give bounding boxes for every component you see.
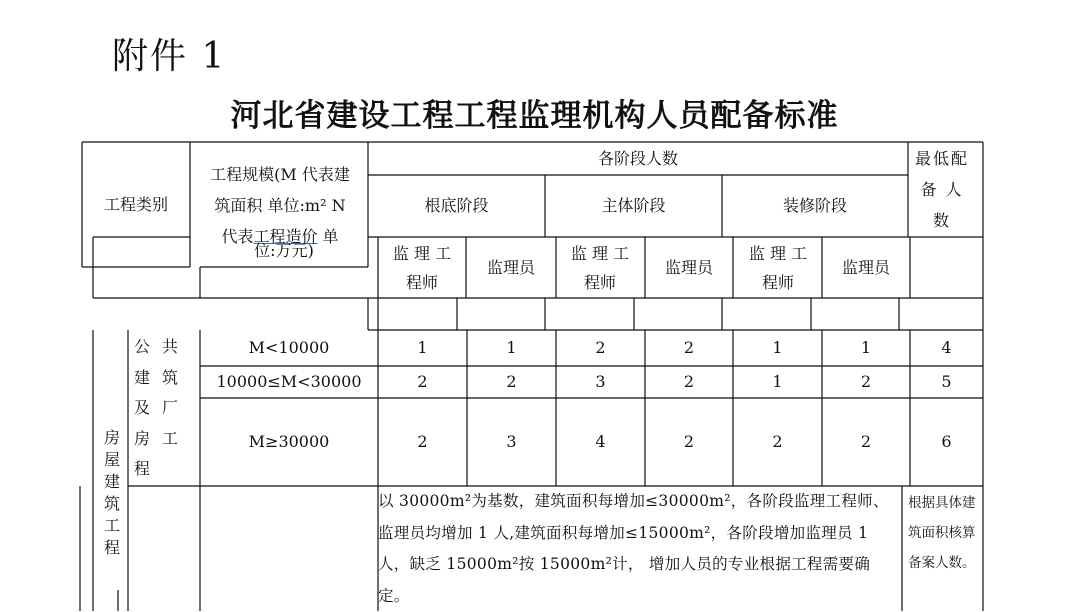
row3-scale: M≥30000	[248, 432, 330, 451]
header-inspector-foundation: 监理员	[486, 257, 535, 277]
row1-cell: 1	[860, 338, 872, 357]
header-inspector-main: 监理员	[664, 257, 713, 277]
row3-cell: 2	[860, 432, 872, 451]
row2-cell: 2	[860, 372, 872, 391]
row1-cell: 1	[417, 338, 428, 357]
row1-cell: 1	[772, 338, 783, 357]
header-engineer-finish: 监 理 工程师	[748, 243, 808, 292]
row1-cell: 4	[941, 338, 952, 357]
row1-cell: 2	[683, 338, 695, 357]
header-stage-finish: 装修阶段	[782, 196, 847, 215]
header-engineer-foundation: 监 理 工程师	[392, 243, 452, 292]
row3-cell: 4	[595, 432, 606, 451]
group-label: 房屋建筑工程	[101, 429, 121, 561]
header-stage-foundation: 根底阶段	[424, 196, 489, 215]
row2-cell: 2	[683, 372, 695, 391]
attachment-label: 附件 1	[112, 36, 227, 77]
header-scale-line4: 位:万元)	[254, 241, 314, 260]
row2-cell: 1	[772, 372, 783, 391]
sub-label: 公共建筑及厂房工程	[134, 337, 191, 478]
row2-cell: 5	[941, 372, 952, 391]
row1-scale: M<10000	[248, 338, 330, 357]
row1-cell: 1	[506, 338, 517, 357]
note-text: 以 30000m²为基数，建筑面积每增加≤30000m²，各阶段监理工程师、监理员均增加 1 人,建筑面积每增加≤15000m²，各阶段增加监理员 1 人，缺乏 15000m²按 15000m²计， 增加人员的专业根据工程需要确定。	[378, 492, 889, 605]
header-min-staff: 最低配 备 人 数	[914, 149, 969, 230]
row2-cell: 3	[595, 372, 606, 391]
header-scale-line1: 工程规模(M 代表建	[210, 164, 350, 184]
row3-cell: 6	[941, 432, 952, 451]
row2-cell: 2	[417, 372, 428, 391]
header-stages-all: 各阶段人数	[597, 148, 678, 168]
row3-cell: 2	[417, 432, 428, 451]
header-inspector-finish: 监理员	[841, 257, 890, 277]
row2-cell: 2	[506, 372, 517, 391]
header-scale-line2: 筑面积 单位:m² N	[214, 195, 346, 215]
header-scale-line3-c: 单	[317, 226, 339, 246]
row3-cell: 2	[683, 432, 695, 451]
row3-cell: 3	[506, 432, 517, 451]
header-stage-main: 主体阶段	[601, 196, 666, 215]
row3-cell: 2	[772, 432, 783, 451]
header-scale-line3-b: 工程造价	[253, 226, 318, 246]
row1-cell: 2	[595, 338, 606, 357]
document-title: 河北省建设工程工程监理机构人员配备标准	[230, 98, 839, 134]
row2-scale: 10000≤M<30000	[216, 372, 362, 391]
header-engineer-main: 监 理 工程师	[570, 243, 630, 292]
note-side: 根据具体建筑面积核算备案人数。	[908, 495, 976, 571]
header-category: 工程类别	[103, 194, 168, 214]
header-scale-line3-a: 代表	[221, 226, 254, 246]
